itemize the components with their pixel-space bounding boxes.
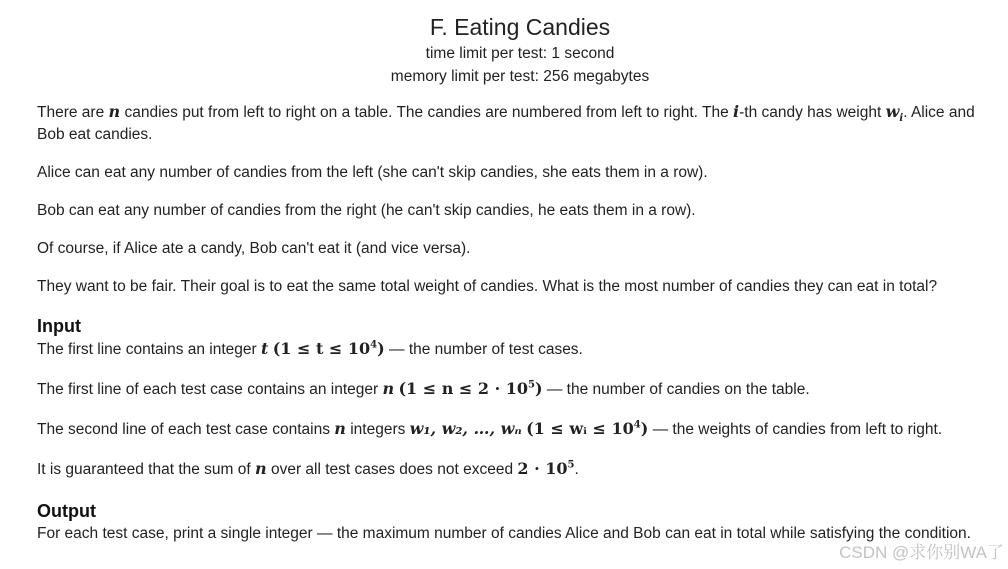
text-run: — the number of test cases. [384, 341, 583, 358]
math-bound [517, 459, 574, 478]
math-n: n [382, 379, 395, 398]
problem-statement [37, 101, 1003, 298]
input-line-2 [37, 378, 1003, 401]
math-n: n [334, 419, 346, 438]
statement-paragraph-5: They want to be fair. Their goal is to eat the same total weight of candies. What is the most number of candies they can eat in total? [37, 278, 938, 295]
text-run: over all test cases does not exceed [266, 461, 518, 478]
text-run: The first line contains an integer [37, 341, 262, 358]
text-run: . Alice and Bob eat candies. [37, 104, 975, 143]
math-paren: ) [640, 419, 649, 438]
text-run: — the number of candies on the table. [542, 381, 810, 398]
text-run: . [574, 461, 579, 478]
math-expr: (1 ≤ n ≤ 2 · 10 [398, 379, 528, 398]
text-run: The first line of each test case contains an integer [37, 381, 383, 398]
output-line-1: For each test case, print a single integer — the maximum number of candies Alice and Bob can eat in total while satisfying the condition. [37, 525, 971, 542]
math-w: w [885, 102, 900, 121]
problem-title: F. Eating Candies [429, 14, 611, 40]
input-line-4 [37, 458, 1003, 481]
math-exponent: 5 [528, 379, 535, 391]
math-i: i [733, 102, 740, 121]
math-constraint [526, 419, 648, 438]
math-exponent: 4 [370, 339, 378, 351]
input-section [37, 314, 1003, 481]
time-limit: time limit per test: 1 second [425, 45, 615, 62]
statement-paragraph-2: Alice can eat any number of candies from the left (she can't skip candies, she eats them in a row). [37, 164, 708, 181]
math-exponent: 4 [633, 419, 641, 431]
math-n: n [108, 102, 121, 121]
math-expr: (1 ≤ t ≤ 10 [272, 339, 371, 358]
math-w-i [885, 102, 904, 125]
math-exponent: 5 [567, 459, 575, 471]
text-run: The second line of each test case contains [37, 421, 335, 438]
problem-page [37, 0, 1003, 545]
math-expr: (1 ≤ wᵢ ≤ 10 [526, 419, 634, 438]
math-expr: 2 · 10 [517, 459, 568, 478]
input-line-1 [37, 338, 1003, 361]
text-run: It is guaranteed that the sum of [37, 461, 255, 478]
input-heading: Input [37, 316, 81, 336]
text-run: -th candy has weight [739, 104, 886, 121]
text-run: — the weights of candies from left to right. [648, 421, 943, 438]
problem-header [37, 12, 1003, 88]
math-t: t [261, 339, 269, 358]
output-heading: Output [37, 501, 96, 521]
statement-paragraph-4: Of course, if Alice ate a candy, Bob can't eat it (and vice versa). [37, 240, 471, 257]
csdn-watermark: CSDN @求你别WA了 [839, 543, 1004, 562]
input-line-3 [37, 418, 1003, 441]
text-run: candies put from left to right on a table. The candies are numbered from left to right. The [120, 104, 734, 121]
math-subscript: i [899, 113, 904, 125]
math-paren: ) [377, 339, 385, 358]
text-run: There are [37, 104, 109, 121]
statement-paragraph-3: Bob can eat any number of candies from the right (he can't skip candies, he eats them in a row). [37, 202, 696, 219]
math-constraint [398, 379, 542, 398]
memory-limit: memory limit per test: 256 megabytes [390, 68, 650, 85]
math-n: n [255, 459, 267, 478]
math-w-list: w₁, w₂, …, wₙ [409, 419, 522, 438]
text-run: integers [345, 421, 410, 438]
math-paren: ) [534, 379, 543, 398]
math-constraint [273, 339, 385, 358]
statement-paragraph-1 [37, 101, 1003, 146]
